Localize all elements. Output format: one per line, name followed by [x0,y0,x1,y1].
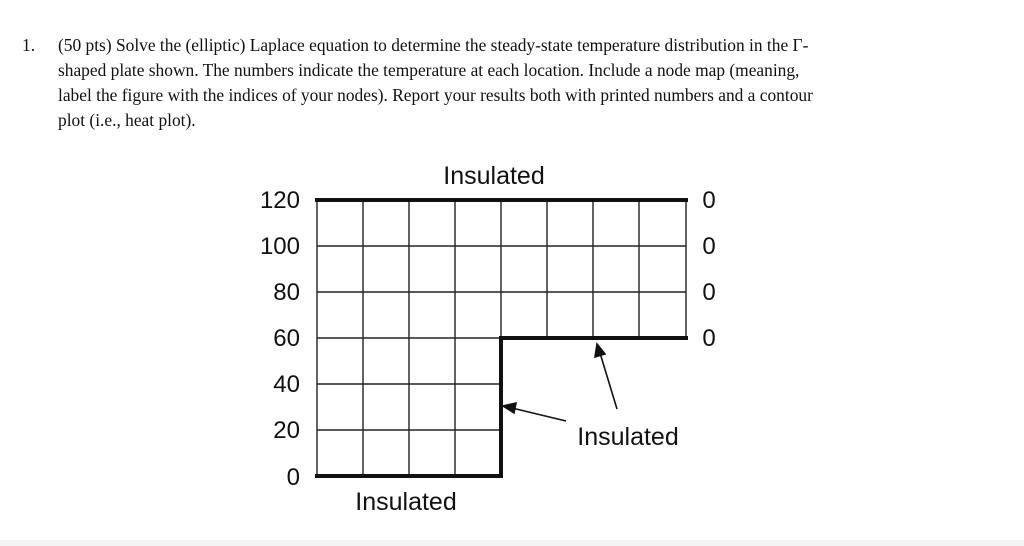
left-temp-20: 20 [273,417,300,444]
right-temp-row-3: 0 [702,279,716,306]
problem-line-1: (50 pts) Solve the (elliptic) Laplace equation to determine the steady-state temperature distribution in the Γ- [58,35,809,55]
left-temp-80: 80 [273,279,300,306]
step-insulated-label: Insulated [577,423,679,451]
right-temp-row-1: 0 [702,187,716,214]
top-insulated-label: Insulated [443,162,545,190]
step-arrows [503,344,617,421]
left-temp-120: 120 [259,187,300,214]
arrowhead-left [503,403,516,413]
arrow-to-vertical-edge [512,408,566,421]
bottom-insulated-label: Insulated [355,488,457,516]
left-temp-100: 100 [259,233,300,260]
right-temp-row-2: 0 [702,233,716,260]
problem-line-4: plot (i.e., heat plot). [58,110,196,130]
arrowhead-up [595,344,605,357]
problem-number: 1. [22,35,36,55]
arrow-to-horizontal-edge [600,353,617,409]
problem-line-3: label the figure with the indices of your nodes). Report your results both with printed numbers and a contour [58,85,813,105]
page-bottom-strip [0,540,1024,546]
problem-line-2: shaped plate shown. The numbers indicate the temperature at each location. Include a node map (meaning, [58,60,800,80]
left-temp-0: 0 [286,464,300,491]
right-temp-row-4: 0 [702,325,716,352]
left-temp-60: 60 [273,325,300,352]
left-temp-40: 40 [273,371,300,398]
